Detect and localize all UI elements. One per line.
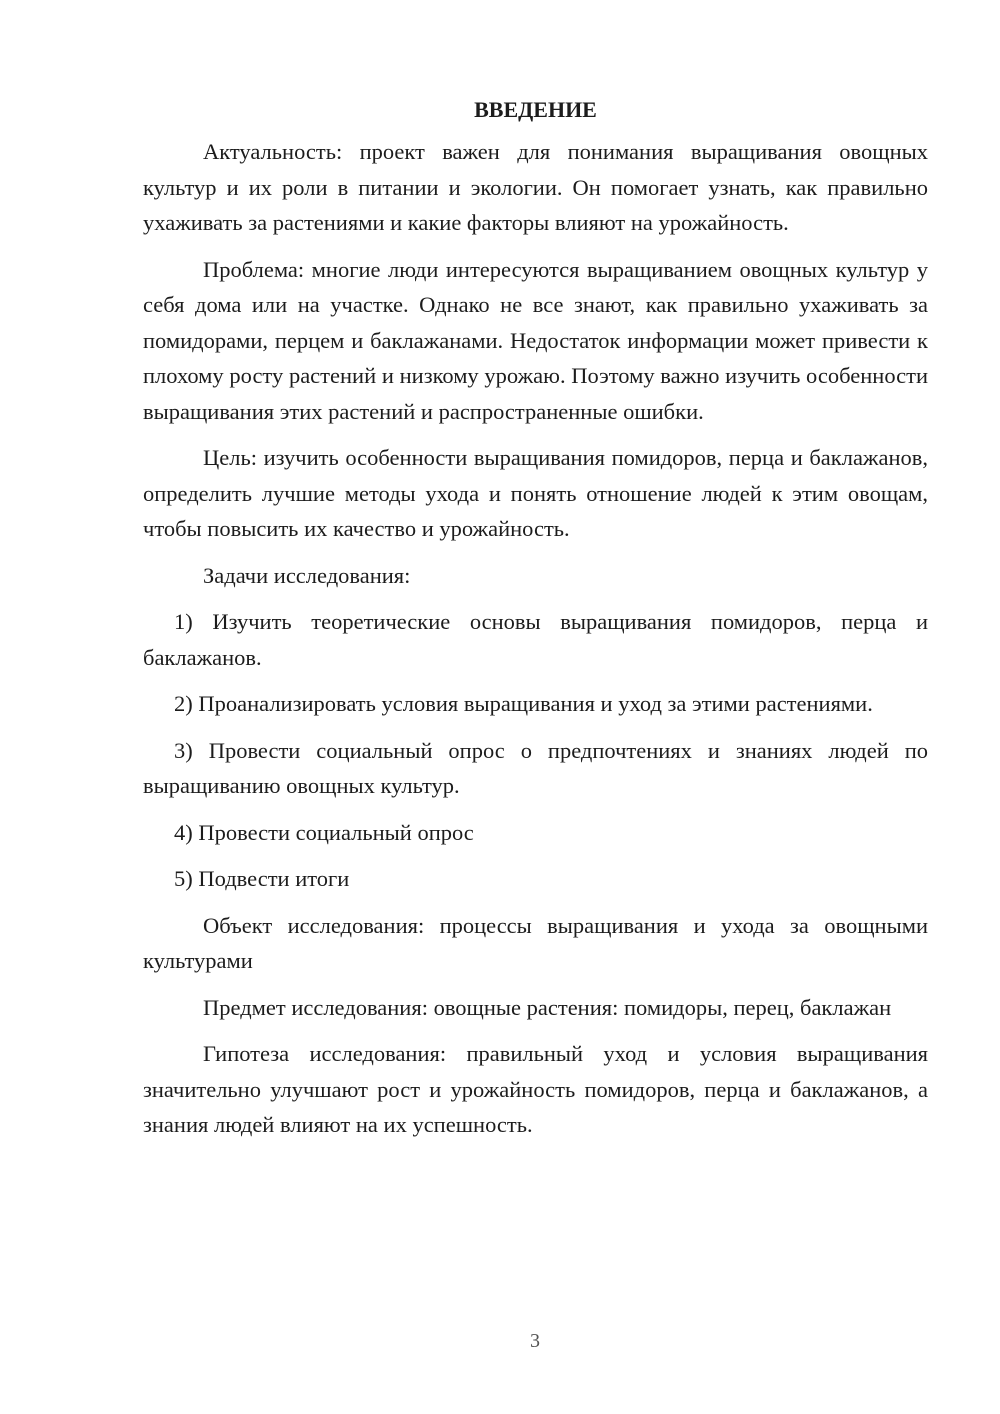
object-paragraph: Объект исследования: процессы выращивания и ухода за овощными культурами bbox=[143, 912, 928, 973]
problem-paragraph: Проблема: многие люди интересуются выращиванием овощных культур у себя дома или на участке. Однако не все знают, как правильно ухаживать за помидорами, перцем и баклажанами. Недостаток информации может привести к плохому росту растений и низкому урожаю. Поэтому важно изучить особенности выращивания этих растений и распространенные ошибки. bbox=[143, 256, 928, 424]
page-number: 3 bbox=[530, 1330, 540, 1352]
relevance-paragraph: Актуальность: проект важен для понимания выращивания овощных культур и их роли в питании и экологии. Он помогает узнать, как правильно ухаживать за растениями и какие факторы влияют на урожайность. bbox=[143, 139, 928, 235]
subject-paragraph: Предмет исследования: овощные растения: помидоры, перец, баклажан bbox=[203, 994, 892, 1020]
task-item: 5) Подвести итоги bbox=[174, 866, 350, 891]
page-content bbox=[143, 92, 928, 1154]
goal-paragraph: Цель: изучить особенности выращивания помидоров, перца и баклажанов, определить лучшие методы ухода и понять отношение людей к этим овощам, чтобы повысить их качество и урожайность. bbox=[143, 445, 928, 541]
section-title: ВВЕДЕНИЕ bbox=[474, 97, 597, 122]
hypothesis-paragraph: Гипотеза исследования: правильный уход и условия выращивания значительно улучшают рост и урожайность помидоров, перца и баклажанов, а знания людей влияют на их успешность. bbox=[143, 1041, 928, 1137]
tasks-heading: Задачи исследования: bbox=[203, 562, 411, 588]
task-item: 4) Провести социальный опрос bbox=[174, 819, 474, 845]
task-item: 1) Изучить теоретические основы выращивания помидоров, перца и баклажанов. bbox=[143, 609, 928, 670]
task-item: 2) Проанализировать условия выращивания и уход за этими растениями. bbox=[174, 691, 873, 716]
task-item: 3) Провести социальный опрос о предпочтениях и знаниях людей по выращиванию овощных культур. bbox=[143, 737, 928, 798]
